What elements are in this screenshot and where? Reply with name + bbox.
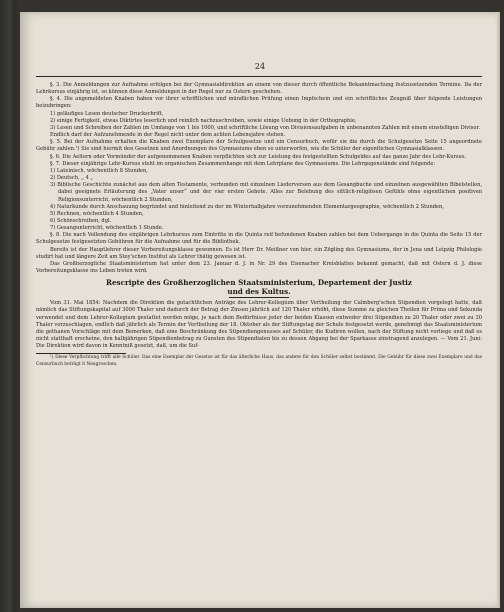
list-item: 7) Gesangunterricht, wöchentlich 1 Stunde. bbox=[50, 225, 164, 232]
document-page bbox=[20, 12, 500, 608]
list-item: 4) Naturkunde durch Anschauung begründet und hinleitend zu der im Winterhalbjahre vorzunehmenden Elementargeographie, wöchentlich 2 Stunden, bbox=[50, 203, 444, 210]
list-item: 3) Lesen und Schreiben der Zahlen im Umfange von 1 bis 1000, und schriftliche Lösung von Divisionsaufgaben in unbenannten Zahlen mit einem einstelligen Divisor. bbox=[50, 124, 480, 131]
paragraph-teacher: Bereits ist der Hauptlehrer dieser Vorbereitungsklasse gewonnen. Es ist Herr Dr. Meißner von hier, ein Zögling des Gymnasiums, der in Jena und Leipzig Philologie studirt hat und längere Zeit am Stoy'schen Institut als Lehrer thätig gewesen ist. bbox=[36, 246, 482, 260]
list-item: 2) einige Fertigkeit, etwas Diktirtes leserlich und reinlich nachzuschreiben, sowie einige Uebung in der Orthographie, bbox=[50, 117, 357, 124]
paragraph-age: Endlich darf der Aufzunehmende in der Regel nicht unter dem achten Lebensjahre stehen. bbox=[50, 132, 286, 139]
footnote: ¹) Diese Verpflichtung trifft alle Schüler. Das eine Exemplar der Gesetze ist für das älterliche Haus, das andere für den Schüler selbst bestimmt. Die Gebühr für diese zwei Exemplare und das Censurbuch beträgt 8 Neugroschen. bbox=[36, 355, 482, 367]
paragraph-sec6: §. 6. Die Aeltern oder Vormünder der aufgenommenen Knaben verpflichten sich zur Leistung des festgestellten Schulgeldes auf das ganze Jahr des Lehr-Kursus. bbox=[50, 153, 467, 160]
list-item: 5) Rechnen, wöchentlich 4 Stunden, bbox=[50, 210, 144, 217]
page-edge bbox=[497, 12, 500, 608]
page-number: 24 bbox=[254, 62, 266, 71]
list-item: 3) Biblische Geschichte zunächst aus dem alten Testamente, verbunden mit einzelnen Liederversen aus dem Gesangbuche und einzelnen ausgewählten Bibelstellen, dabei geeignete Erläuterung des „Vater unser“ und der vier ersten Gebote. Alles zur Belebung des sittlich-religiösen Gefühls ohne eigentlichen positiven Religionsunterricht, wöchentlich 2 Stunden, bbox=[50, 182, 482, 203]
paragraph-sec5: §. 5. Bei der Aufnahme erhalten die Knaben zwei Exemplare der Schulgesetze und ein Censurbuch, wofür sie die durch die Schulgesetze Seite 15 angeordnete Gebühr zahlen.¹) Sie sind hiermit den Gesetzen und Anordnungen des Gymnasiums eben so unterworfen, wie die Schüler der eigentlichen Gymnasialklassen. bbox=[36, 139, 482, 153]
list-item: 1) geläufiges Lesen deutscher Druckschrift, bbox=[50, 110, 164, 117]
list-item: 1) Lateinisch, wöchentlich 8 Stunden, bbox=[50, 167, 148, 174]
heading-rule bbox=[229, 297, 289, 298]
paragraph-rescript: Vom 31. Mai 1854: Nachdem die Direktion die gutachtlichen Anträge des Lehrer-Kollegium über Vertheilung der Calmberg'schen Stipendien vorgelegt hatte, daß nämlich das Stiftungskapital auf 3000 Thaler und dadurch der Betrag der Zinsen jährlich auf 120 Thaler erhöht, diese Summe zu gleichen Theilen für Prima und Sekunda verwendet und dem Lehrer-Kollegium gestattet werden möge, je nach dem Bedürfnisse jeder der beiden Klassen entweder drei Stipendien zu 20 Thaler oder zwei zu 30 Thaler vorzuschlagen, endlich daß jährlich als Termin der Vertheilung der 18. Oktober als der Stiftungstag der Schule festgesetzt werde, genehmigt das Staatsministerium die gethanen Vorschläge mit dem Bemerken, daß eine Beschränkung des Stipendiengenusses auf Schüler, die Kudiren wollen, nach der Stiftung nicht vorliege und daß es nicht statthaft erscheine, den halbjährigen Stipendienbetrag zu Gunsten des Stipendiaten bis zu dessen Abgang bei der Sparkasse zinstragend anzulegen. — Vom 21. Juni: Die Direktion wird davon in Kenntniß gesetzt, daß, um die Suf- bbox=[36, 300, 482, 350]
section-heading bbox=[36, 278, 482, 296]
text-column bbox=[36, 82, 482, 368]
header-rule bbox=[36, 76, 482, 77]
list-item: 6) Schönschreiben, dgl. bbox=[50, 217, 112, 224]
paragraph-sec3: §. 3. Die Anmeldungen zur Aufnahme erfolgen bei der Gymnasialdirektion an einem von dieser durch öffentliche Bekanntmachung festzusetzenden Termine. Da der Lehrkursus einjährig ist, so können diese Anmeldungen in der Regel nur zu Ostern geschehen. bbox=[36, 82, 482, 96]
paragraph-ministry: Das Großherzogliche Staatsministerium hat unter dem 23. Januar d. J. in Nr. 29 des Eisenacher Kreisblattes bekannt gemacht, daß mit Ostern d. J. diese Vorbereitungsklasse ins Leben treten wird. bbox=[36, 260, 482, 275]
paragraph-sec7: §. 7. Dieser einjährige Lehr-Kursus steht im organischen Zusammenhange mit dem Lehrplane des Gymnasiums. Die Lehrgegenstände sind folgende: bbox=[50, 160, 436, 167]
paragraph-sec4: §. 4. Die angemeldeten Knaben haben vor ihrer schriftlichen und mündlichen Prüfung einen Impfschein und ein schriftliches Zeugniß über folgende Leistungen beizubringen: bbox=[36, 96, 482, 110]
section-heading-line: und des Kultus. bbox=[227, 287, 291, 297]
list-item: 2) Deutsch, „ 4 „ bbox=[50, 175, 94, 182]
section-heading-line: Rescripte des Großherzoglichen Staatsministerium, Departement der Justiz bbox=[106, 278, 412, 288]
paragraph-sec8: §. 8. Die nach Vollendung des einjährigen Lehrkursus zum Eintritte in die Quinta reif befundenen Knaben zahlen bei dem Uebergange in die Quinta die Seite 15 der Schulgesetze festgesetzten Gebühren für die Aufnahme und für die Bibliothek. bbox=[36, 232, 482, 246]
